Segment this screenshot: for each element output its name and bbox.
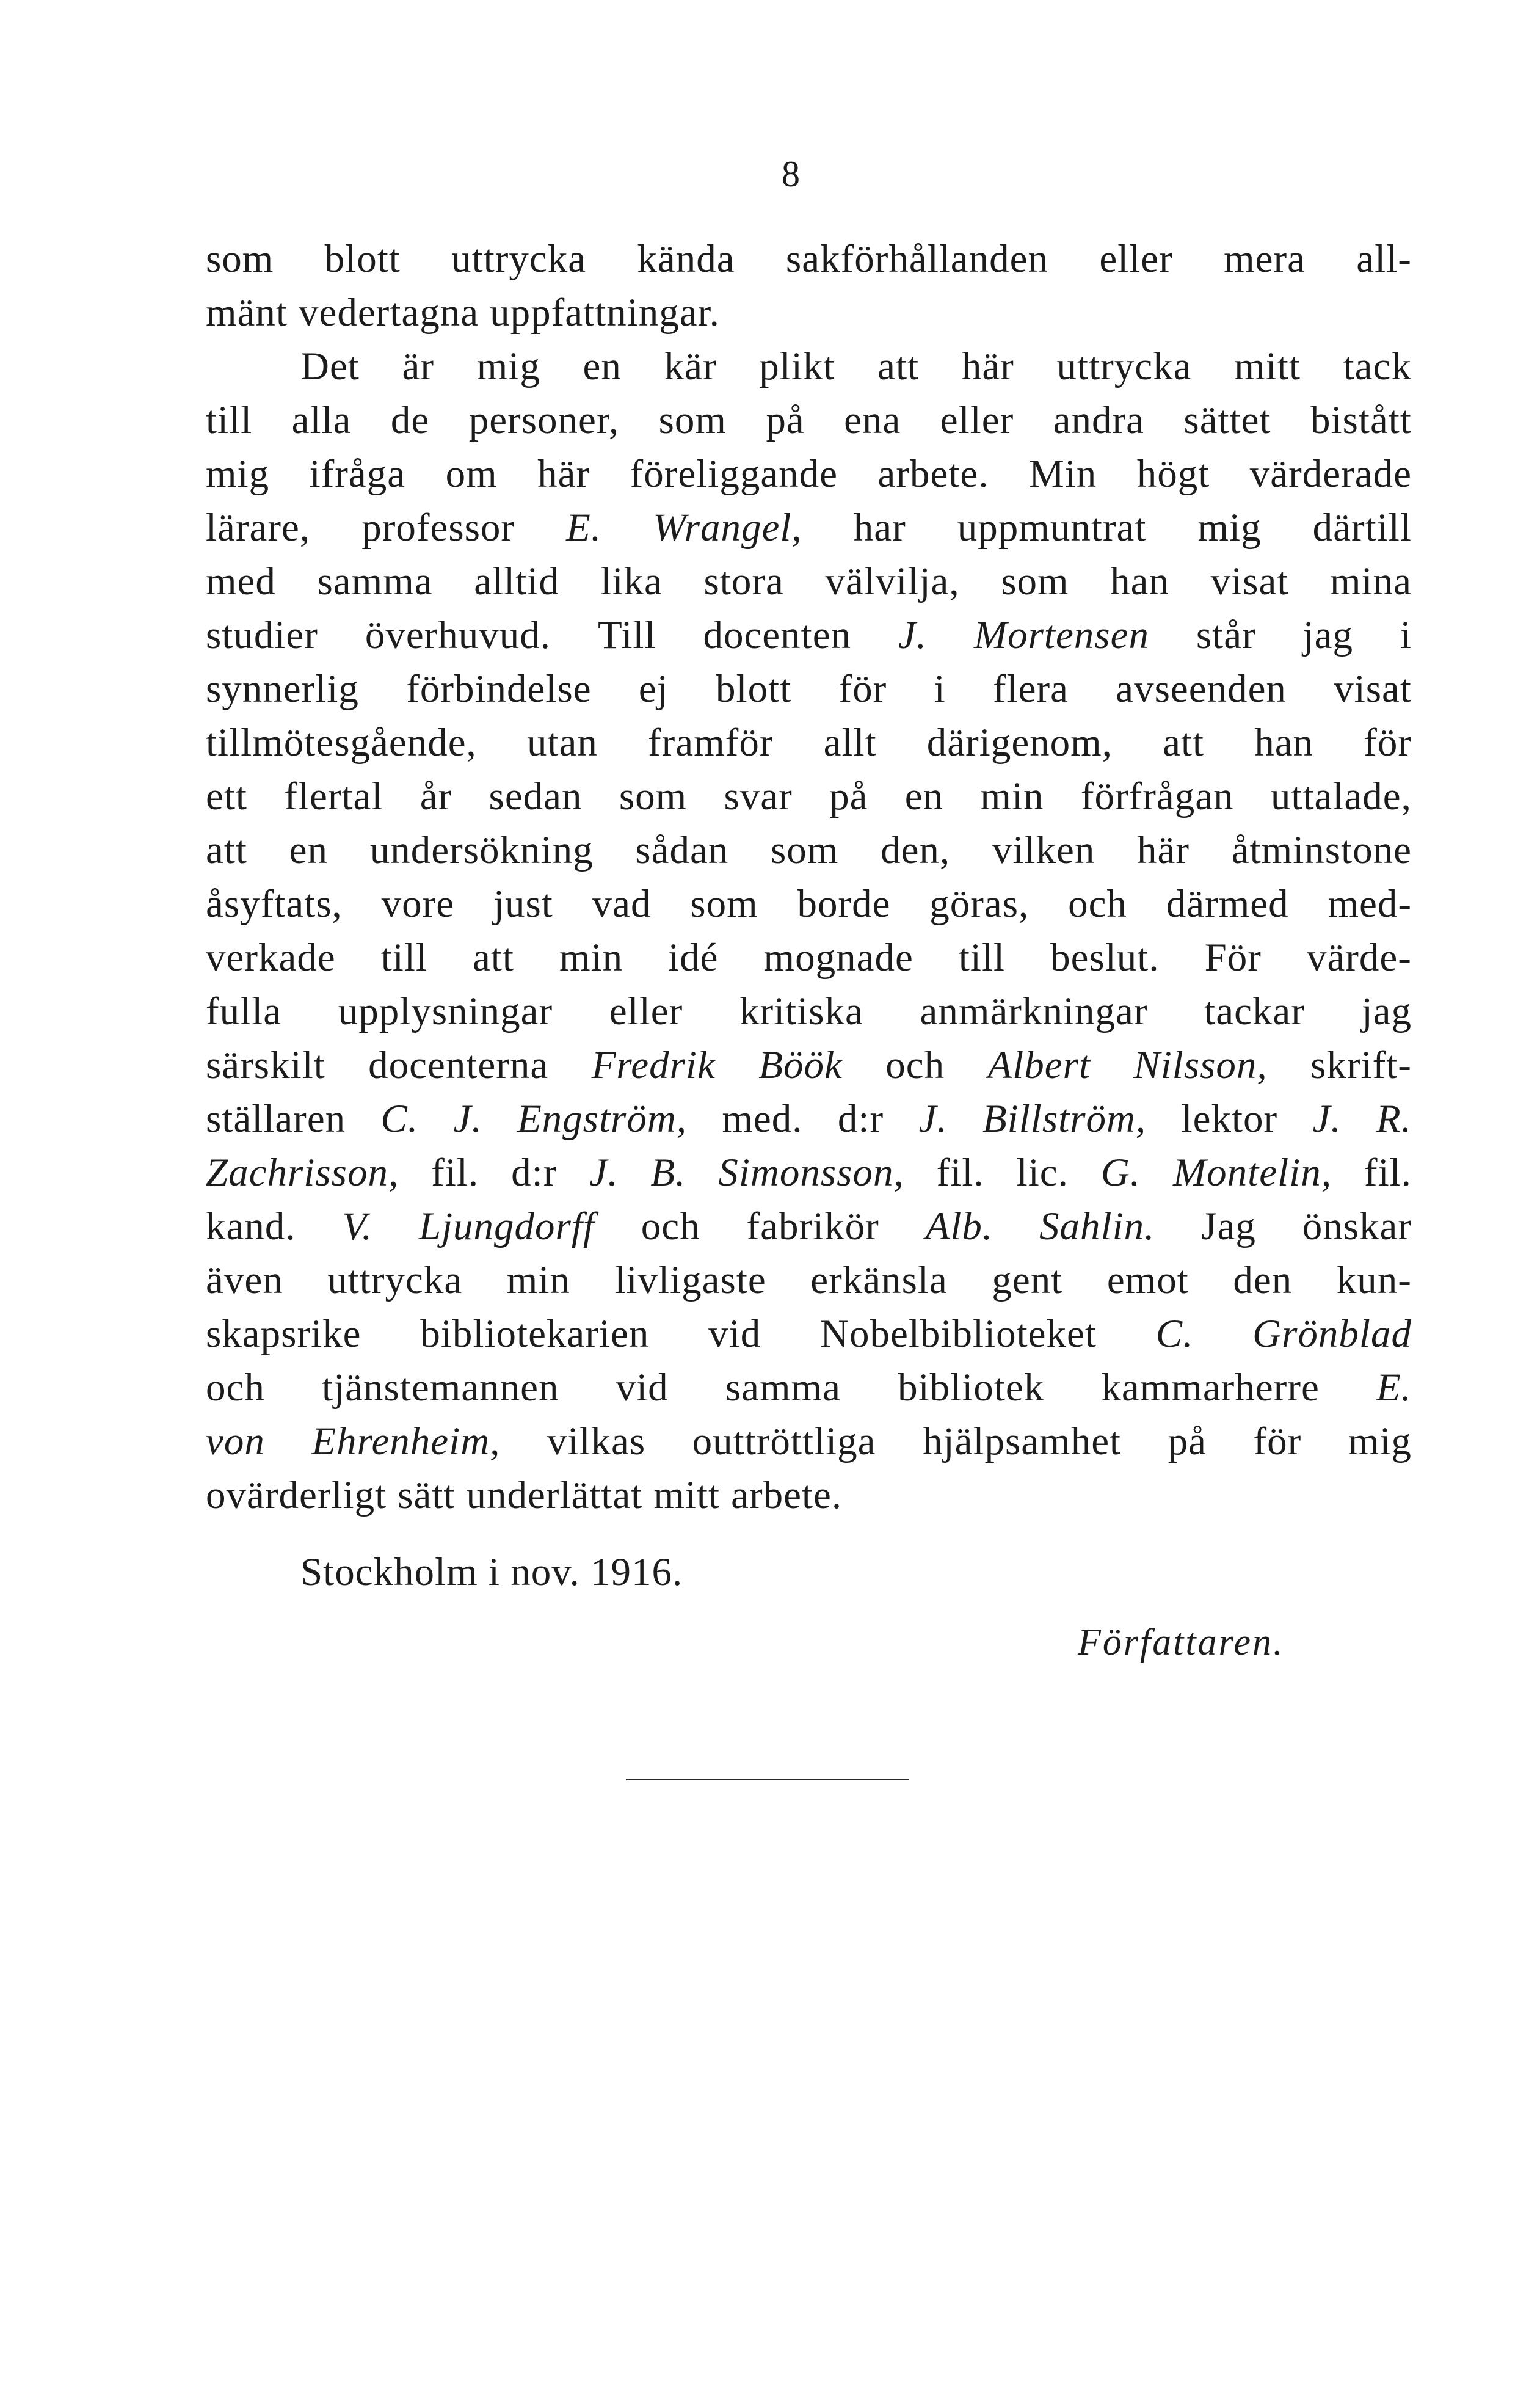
word: sedan xyxy=(489,774,583,818)
word: gent xyxy=(992,1258,1063,1302)
word: Nobelbiblioteket xyxy=(820,1312,1097,1356)
text-line xyxy=(206,393,1412,447)
word: vid xyxy=(708,1312,761,1356)
word: lic. xyxy=(1016,1151,1069,1195)
text-line xyxy=(206,447,1412,501)
word: synnerlig xyxy=(206,667,359,711)
word: en xyxy=(904,774,944,818)
word: anmärkningar xyxy=(920,989,1148,1033)
word: flera xyxy=(992,667,1069,711)
word: vilkas xyxy=(547,1419,646,1463)
text-line xyxy=(206,286,1412,340)
word: J. xyxy=(918,1097,948,1141)
word: därigenom, xyxy=(926,721,1113,765)
word: därtill xyxy=(1312,506,1412,550)
word: E. xyxy=(566,506,602,550)
word: visat xyxy=(1210,559,1289,603)
word: utan xyxy=(526,721,598,765)
word: Sahlin. xyxy=(1039,1204,1155,1248)
word: Min xyxy=(1028,452,1097,496)
word: på xyxy=(766,398,805,442)
word: alltid xyxy=(474,559,559,603)
word: föreliggande xyxy=(630,452,838,496)
word: med. xyxy=(722,1097,803,1141)
word: ej xyxy=(638,667,669,711)
word: önskar xyxy=(1302,1204,1412,1248)
word: vedertagna xyxy=(298,291,479,335)
word: mig xyxy=(1197,506,1262,550)
word: som xyxy=(619,774,688,818)
word: skapsrike xyxy=(206,1312,361,1356)
word: J. xyxy=(589,1151,619,1195)
word: C. xyxy=(1155,1312,1194,1356)
word: J. xyxy=(453,1097,482,1141)
word: tillmötesgående, xyxy=(206,721,477,765)
text-line xyxy=(206,662,1412,716)
page-number: 8 xyxy=(782,154,800,194)
word: till xyxy=(206,398,253,442)
word: idé xyxy=(668,936,719,980)
word: C. xyxy=(380,1097,419,1141)
word: ett xyxy=(206,774,247,818)
word: en xyxy=(583,344,622,388)
word: till xyxy=(958,936,1006,980)
word: svar xyxy=(724,774,793,818)
word: även xyxy=(206,1258,283,1302)
word: uttrycka xyxy=(1056,344,1192,388)
word: på xyxy=(829,774,868,818)
word: ovärderligt xyxy=(206,1473,387,1517)
word: värde- xyxy=(1306,936,1412,980)
word: erkänsla xyxy=(810,1258,948,1302)
word: att xyxy=(472,936,514,980)
word: arbete. xyxy=(731,1473,843,1517)
word: tack xyxy=(1343,344,1412,388)
word: min xyxy=(980,774,1044,818)
word: överhuvud. xyxy=(365,613,551,657)
text-line xyxy=(206,232,1412,286)
word: de xyxy=(390,398,430,442)
word: Ehrenheim, xyxy=(311,1419,501,1463)
word: professor xyxy=(361,506,515,550)
word: välvilja, xyxy=(825,559,960,603)
word: jag xyxy=(1302,613,1354,657)
word: fil. xyxy=(1364,1151,1412,1195)
word: han xyxy=(1254,721,1314,765)
word: Montelin, xyxy=(1173,1151,1332,1195)
word: i xyxy=(934,667,946,711)
word: vilken xyxy=(992,828,1095,872)
word: Jag xyxy=(1201,1204,1256,1248)
word: som xyxy=(206,237,274,281)
word: bibliotekarien xyxy=(420,1312,650,1356)
word: d:r xyxy=(837,1097,884,1141)
word: tackar xyxy=(1204,989,1305,1033)
word: skrift- xyxy=(1310,1043,1412,1087)
word: samma xyxy=(725,1366,841,1410)
text-line xyxy=(206,1415,1412,1468)
word: hjälpsamhet xyxy=(923,1419,1122,1463)
word: vid xyxy=(616,1366,669,1410)
text-line xyxy=(206,1468,1412,1522)
text-line xyxy=(206,1038,1412,1092)
word: Billström, xyxy=(982,1097,1147,1141)
word: mig xyxy=(206,452,270,496)
word: stora xyxy=(703,559,784,603)
word: som xyxy=(1001,559,1069,603)
word: sådan xyxy=(635,828,729,872)
word: mognade xyxy=(763,936,913,980)
word: sätt xyxy=(398,1473,456,1517)
word: tjänstemannen xyxy=(322,1366,559,1410)
word: åsyftats, xyxy=(206,882,343,926)
text-line xyxy=(206,1307,1412,1361)
text-line xyxy=(206,501,1412,555)
word: allt xyxy=(823,721,877,765)
word: G. xyxy=(1100,1151,1141,1195)
section-divider xyxy=(626,1779,909,1780)
word: här xyxy=(961,344,1014,388)
word: Mortensen xyxy=(973,613,1149,657)
word: plikt xyxy=(759,344,835,388)
word: att xyxy=(1163,721,1205,765)
word: och xyxy=(641,1204,700,1248)
word: om xyxy=(445,452,498,496)
word: Böök xyxy=(758,1043,843,1087)
word: mig xyxy=(476,344,540,388)
word: här xyxy=(1137,828,1190,872)
word: sakförhållanden xyxy=(785,237,1049,281)
word: visat xyxy=(1334,667,1412,711)
text-line xyxy=(206,1092,1412,1146)
word: i xyxy=(1400,613,1412,657)
word: E. xyxy=(1376,1366,1412,1410)
word: och xyxy=(1068,882,1127,926)
word: bistått xyxy=(1310,398,1412,442)
word: här xyxy=(537,452,590,496)
word: docenterna xyxy=(368,1043,549,1087)
word: vad xyxy=(592,882,652,926)
word: J. xyxy=(898,613,928,657)
word: särskilt xyxy=(206,1043,325,1087)
word: Simonsson, xyxy=(718,1151,904,1195)
word: Alb. xyxy=(925,1204,993,1248)
word: uttalade, xyxy=(1270,774,1412,818)
word: R. xyxy=(1376,1097,1412,1141)
word: kun- xyxy=(1336,1258,1412,1302)
word: Nilsson, xyxy=(1133,1043,1268,1087)
word: von xyxy=(206,1419,265,1463)
word: den, xyxy=(881,828,951,872)
word: mitt xyxy=(1234,344,1301,388)
word: just xyxy=(493,882,553,926)
word: framför xyxy=(647,721,774,765)
text-line xyxy=(206,555,1412,608)
word: J. xyxy=(1312,1097,1342,1141)
word: personer, xyxy=(468,398,620,442)
word: Engström, xyxy=(517,1097,688,1141)
word: är xyxy=(402,344,435,388)
text-line xyxy=(206,340,1412,393)
word: kritiska xyxy=(739,989,863,1033)
word: och xyxy=(206,1366,265,1410)
word: Det xyxy=(300,344,360,388)
word: förbindelse xyxy=(406,667,592,711)
word: uppmuntrat xyxy=(957,506,1147,550)
word: all- xyxy=(1356,237,1412,281)
word: eller xyxy=(1099,237,1173,281)
word: kand. xyxy=(206,1204,296,1248)
author-signature: Författaren. xyxy=(1078,1622,1285,1663)
word: eller xyxy=(940,398,1014,442)
word: bibliotek xyxy=(898,1366,1045,1410)
text-line xyxy=(206,985,1412,1038)
word: studier xyxy=(206,613,318,657)
word: andra xyxy=(1053,398,1144,442)
word: outtröttliga xyxy=(692,1419,876,1463)
word: borde xyxy=(797,882,891,926)
word: jag xyxy=(1361,989,1412,1033)
word: uttrycka xyxy=(451,237,587,281)
text-line xyxy=(206,1361,1412,1415)
word: vore xyxy=(381,882,455,926)
word: kammarherre xyxy=(1101,1366,1320,1410)
word: att xyxy=(206,828,247,872)
word: fulla xyxy=(206,989,282,1033)
word: fil. xyxy=(936,1151,984,1195)
text-line xyxy=(206,1146,1412,1200)
word: För xyxy=(1204,936,1262,980)
word: arbete. xyxy=(877,452,989,496)
word: den xyxy=(1233,1258,1293,1302)
word: som xyxy=(771,828,839,872)
word: står xyxy=(1196,613,1256,657)
word: blott xyxy=(716,667,792,711)
word: med xyxy=(206,559,276,603)
word: B. xyxy=(650,1151,686,1195)
text-line xyxy=(206,823,1412,877)
word: Grönblad xyxy=(1252,1312,1412,1356)
word: förfrågan xyxy=(1080,774,1234,818)
word: med- xyxy=(1328,882,1412,926)
word: eller xyxy=(609,989,683,1033)
word: V. xyxy=(342,1204,373,1248)
word: sättet xyxy=(1183,398,1271,442)
word: mina xyxy=(1329,559,1412,603)
word: fabrikör xyxy=(746,1204,879,1248)
word: kär xyxy=(664,344,717,388)
word: fil. xyxy=(431,1151,479,1195)
text-line xyxy=(206,1200,1412,1253)
word: därmed xyxy=(1166,882,1289,926)
word: min xyxy=(506,1258,570,1302)
word: undersökning xyxy=(369,828,594,872)
word: Ljungdorff xyxy=(418,1204,595,1248)
word: lektor xyxy=(1181,1097,1278,1141)
word: verkade xyxy=(206,936,336,980)
word: kända xyxy=(637,237,735,281)
word: mera xyxy=(1224,237,1306,281)
word: avseenden xyxy=(1116,667,1287,711)
word: samma xyxy=(317,559,433,603)
word: Albert xyxy=(987,1043,1091,1087)
text-line xyxy=(206,608,1412,662)
word: och xyxy=(885,1043,945,1087)
text-line xyxy=(206,931,1412,985)
word: för xyxy=(1253,1419,1302,1463)
word: att xyxy=(877,344,920,388)
text-line xyxy=(206,770,1412,823)
word: år xyxy=(420,774,452,818)
word: ställaren xyxy=(206,1097,346,1141)
word: Wrangel, xyxy=(653,506,802,550)
text-line xyxy=(206,716,1412,770)
word: Fredrik xyxy=(591,1043,716,1087)
word: lika xyxy=(600,559,663,603)
word: en xyxy=(289,828,329,872)
word: ena xyxy=(844,398,901,442)
word: mig xyxy=(1348,1419,1412,1463)
word: alla xyxy=(291,398,352,442)
word: till xyxy=(380,936,427,980)
word: högt xyxy=(1136,452,1210,496)
word: göras, xyxy=(929,882,1030,926)
word: åtminstone xyxy=(1231,828,1412,872)
word: upplysningar xyxy=(338,989,553,1033)
word: livligaste xyxy=(614,1258,766,1302)
word: beslut. xyxy=(1050,936,1160,980)
word: som xyxy=(658,398,727,442)
word: värderade xyxy=(1249,452,1412,496)
word: d:r xyxy=(511,1151,558,1195)
word: på xyxy=(1168,1419,1207,1463)
place-date: Stockholm i nov. 1916. xyxy=(300,1550,683,1594)
word: underlättat xyxy=(466,1473,643,1517)
word: ifråga xyxy=(309,452,406,496)
word: för xyxy=(838,667,887,711)
body-text xyxy=(206,232,1412,1522)
text-line xyxy=(206,877,1412,931)
word: han xyxy=(1110,559,1170,603)
word: mitt xyxy=(653,1473,721,1517)
word: uttrycka xyxy=(327,1258,463,1302)
word: uppfattningar. xyxy=(490,291,720,335)
word: flertal xyxy=(284,774,383,818)
word: har xyxy=(853,506,906,550)
word: emot xyxy=(1106,1258,1189,1302)
word: blott xyxy=(324,237,401,281)
word: som xyxy=(690,882,758,926)
word: mänt xyxy=(206,291,288,335)
word: Zachrisson, xyxy=(206,1151,399,1195)
word: Till xyxy=(597,613,656,657)
word: min xyxy=(559,936,623,980)
word: docenten xyxy=(703,613,852,657)
text-line xyxy=(206,1253,1412,1307)
word: för xyxy=(1364,721,1412,765)
word: lärare, xyxy=(206,506,311,550)
